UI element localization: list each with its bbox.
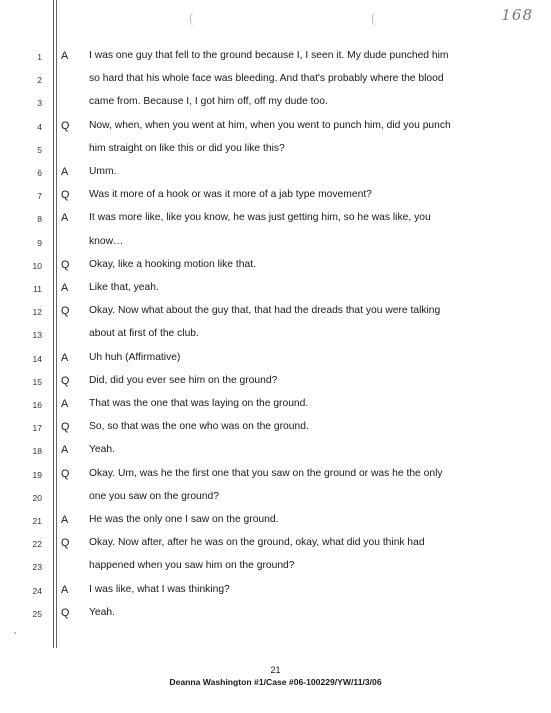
transcript-line [0, 419, 551, 442]
transcript-line [0, 326, 551, 349]
transcript-line [0, 512, 551, 535]
line-text: Yeah. [89, 444, 115, 456]
line-text: Now, when, when you went at him, when you went to punch him, did you punch [89, 119, 451, 131]
speaker-label: Q [61, 119, 70, 132]
transcript-line [0, 303, 551, 326]
line-text: Like that, yeah. [89, 282, 159, 293]
speaker-label: Q [61, 421, 70, 434]
speaker-label: A [61, 282, 69, 294]
line-number: 8 [37, 214, 42, 225]
line-text: I was one guy that fell to the ground because I, I seen it. My dude punched him [89, 50, 449, 61]
line-number: 3 [37, 98, 42, 109]
binder-mark [190, 12, 195, 26]
line-text: So, so that was the one who was on the ground. [89, 421, 309, 433]
speaker-label: A [61, 444, 69, 457]
speaker-label: Q [61, 537, 70, 550]
speaker-label: A [61, 212, 69, 225]
footer-case-line: Deanna Washington #1/Case #06-100229/YW/11/3/06 [169, 677, 382, 687]
line-text: Okay. Now after, after he was on the ground, okay, what did you think had [89, 537, 425, 549]
line-number: 21 [32, 516, 42, 526]
transcript-line [0, 605, 551, 628]
line-text: Okay, like a hooking motion like that. [89, 258, 256, 270]
speaker-label: A [61, 50, 69, 62]
speaker-label: A [61, 166, 69, 178]
line-number: 11 [33, 284, 42, 294]
transcript-line [0, 164, 551, 187]
transcript-line [0, 582, 551, 605]
transcript-line [0, 489, 551, 512]
line-text: Was it more of a hook or was it more of a jab type movement? [89, 189, 372, 201]
transcript-line [0, 71, 551, 94]
line-text: happened when you saw him on the ground? [89, 560, 295, 572]
line-number: 6 [37, 168, 42, 178]
line-number: 17 [32, 423, 42, 434]
line-text: Okay. Um, was he the first one that you saw on the ground or was he the only [89, 467, 443, 479]
transcript-line [0, 558, 551, 581]
binder-mark [372, 12, 377, 26]
line-text: Did, did you ever see him on the ground? [89, 374, 278, 386]
speaker-label: Q [61, 189, 70, 202]
line-number: 7 [37, 191, 42, 202]
transcript-line [0, 187, 551, 210]
transcript-line [0, 280, 551, 303]
line-text: Okay. Now what about the guy that, that had the dreads that you were talking [89, 305, 441, 317]
line-text: It was more like, like you know, he was just getting him, so he was like, you [89, 212, 431, 224]
line-number: 9 [37, 237, 42, 248]
line-number: 13 [32, 330, 42, 341]
transcript-line [0, 442, 551, 465]
transcript-line [0, 535, 551, 558]
handwritten-page-mark: 168 [501, 6, 533, 24]
speaker-label: Q [61, 606, 70, 619]
line-text: Yeah. [89, 606, 115, 618]
speaker-label: A [61, 398, 69, 410]
line-number: 16 [32, 400, 42, 410]
transcript-line [0, 350, 551, 373]
transcript-line [0, 466, 551, 489]
line-number: 20 [32, 492, 42, 503]
speaker-label: Q [61, 374, 70, 387]
line-text: Umm. [89, 166, 117, 177]
line-text: about at first of the club. [89, 328, 199, 340]
transcript-line [0, 48, 551, 71]
stray-mark [14, 632, 16, 634]
transcript-line [0, 118, 551, 141]
line-text: That was the one that was laying on the ground. [89, 398, 309, 409]
line-number: 18 [32, 446, 42, 457]
speaker-label: A [61, 351, 69, 364]
line-number: 15 [32, 376, 42, 387]
speaker-label: A [61, 514, 69, 526]
line-number: 10 [32, 260, 42, 271]
transcript-line [0, 94, 551, 117]
line-number: 23 [32, 562, 42, 573]
line-text: I was like, what I was thinking? [89, 583, 230, 595]
transcript-line [0, 396, 551, 419]
transcript-line [0, 141, 551, 164]
line-number: 4 [37, 121, 42, 132]
speaker-label: Q [61, 305, 70, 318]
speaker-label: Q [61, 467, 70, 480]
line-number: 19 [32, 469, 42, 480]
line-number: 14 [32, 353, 42, 364]
transcript-line [0, 210, 551, 233]
line-text: one you saw on the ground? [89, 490, 219, 502]
line-number: 24 [32, 585, 42, 596]
line-number: 22 [32, 539, 42, 550]
transcript-line [0, 257, 551, 280]
speaker-label: Q [61, 258, 70, 271]
line-text: him straight on like this or did you like this? [89, 142, 285, 154]
line-number: 2 [37, 75, 42, 86]
line-text: He was the only one I saw on the ground. [89, 514, 279, 525]
line-number: 12 [32, 307, 42, 318]
transcript-line [0, 373, 551, 396]
transcript-line [0, 234, 551, 257]
speaker-label: A [61, 583, 69, 596]
footer-page-number: 21 [270, 665, 281, 675]
line-text: Uh huh (Affirmative) [89, 351, 181, 363]
line-number: 25 [32, 608, 42, 619]
line-text: came from. Because I, I got him off, off my dude too. [89, 96, 328, 108]
line-text: so hard that his whole face was bleeding. And that's probably where the blood [89, 73, 444, 85]
line-number: 5 [37, 144, 42, 155]
line-text: know… [89, 235, 124, 247]
line-number: 1 [37, 52, 42, 62]
